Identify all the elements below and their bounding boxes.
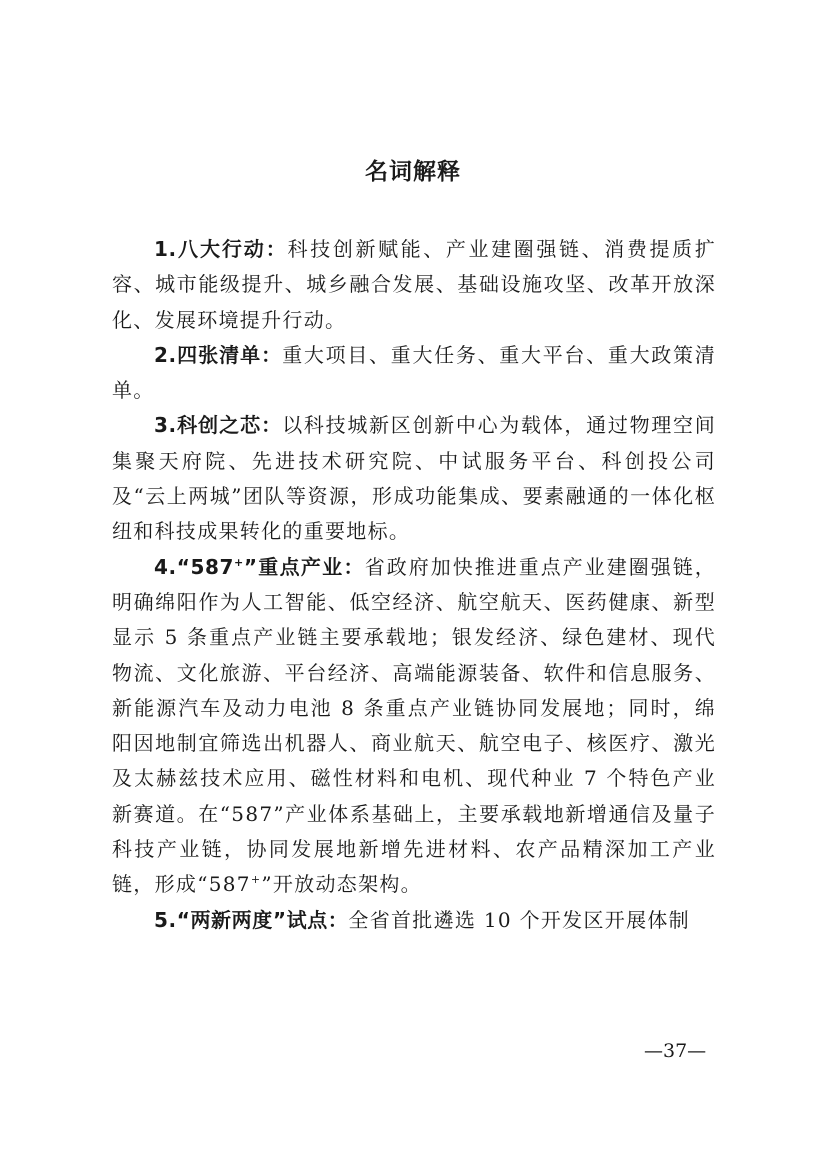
entry-definition: 全省首批遴选 10 个开发区开展体制 bbox=[348, 907, 690, 932]
entry-definition-superscript: + bbox=[250, 873, 262, 887]
entry-term bbox=[154, 555, 365, 579]
entry-term-superscript: + bbox=[234, 555, 244, 569]
entry-term-prefix: 4.“587 bbox=[154, 554, 235, 579]
entry-definition-suffix: ”开放动态架构。 bbox=[261, 872, 422, 897]
glossary-entry-4 bbox=[112, 550, 716, 903]
page-title: 名词解释 bbox=[365, 159, 461, 185]
glossary-entry-3 bbox=[112, 408, 716, 549]
entry-term: 3.科创之芯： bbox=[154, 413, 283, 438]
glossary-entry-5 bbox=[112, 903, 716, 938]
entry-definition: 科技创新赋能、产业建圈强链、消费提质扩容、城市能级提升、城乡融合发展、基础设施攻坚、改革开放深化、发展环境提升行动。 bbox=[112, 237, 716, 332]
glossary-entry-2 bbox=[112, 338, 716, 409]
glossary-body bbox=[112, 232, 716, 938]
entry-definition: 省政府加快推进重点产业建圈强链，明确绵阳作为人工智能、低空经济、航空航天、医药健康、新型显示 5 条重点产业链主要承载地；银发经济、绿色建材、现代物流、文化旅游、平台经济、高端能源装备、软件和信息服务、新能源汽车及动力电池 8 条重点产业链协同发展地；同时，绵阳因地制宜筛选出机器人、商业航天、航空电子、核医疗、激光及太赫兹技术应用、磁性材料和电机、现代种业 7 个特色产业新赛道。在“587”产业体系基础上，主要承载地新增通信及量子科技产业链，协同发展地新增先进材料、农产品精深加工产业链，形成“587 bbox=[112, 554, 716, 897]
entry-term: 2.四张清单： bbox=[154, 342, 283, 367]
page-number: —37— bbox=[644, 1040, 707, 1062]
entry-term: 5.“两新两度”试点： bbox=[154, 907, 349, 932]
entry-term-suffix: ”重点产业： bbox=[243, 554, 365, 579]
entry-term: 1.八大行动： bbox=[154, 237, 288, 261]
entry-definition: 以科技城新区创新中心为载体，通过物理空间集聚天府院、先进技术研究院、中试服务平台、科创投公司及“云上两城”团队等资源，形成功能集成、要素融通的一体化枢纽和科技成果转化的重要地标。 bbox=[112, 413, 717, 544]
entry-definition: 重大项目、重大任务、重大平台、重大政策清单。 bbox=[112, 342, 717, 403]
glossary-entry-1 bbox=[112, 232, 716, 338]
